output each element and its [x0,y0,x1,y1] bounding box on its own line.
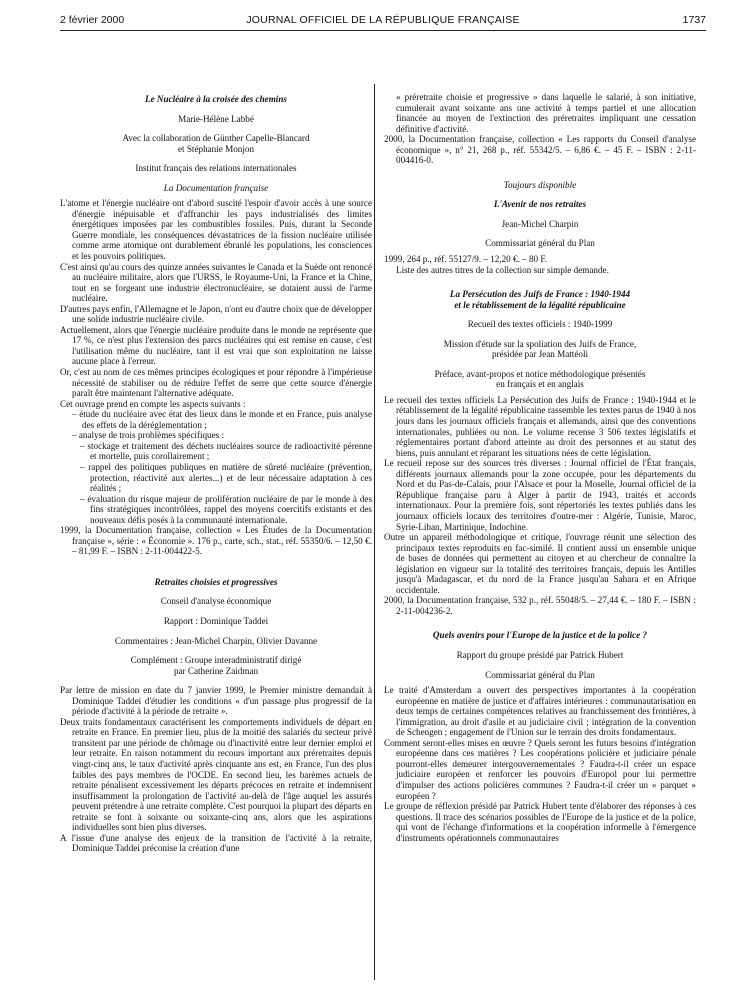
paragraph: Comment seront-elles mises en œuvre ? Quels seront les futurs besoins d'intégration européenne dans ces matières ? Les coopérations policière et judiciaire pénale pourront-elles demeurer intergouvernementales ? Faudra-t-il créer un espace judiciaire européen et renforcer les pouvoirs d'Europol pour lui permettre d'impulser des actions policières communes ? Faudra-t-il créer un « parquet » européen ? [384,737,696,801]
book-reference: 2000, la Documentation française, 532 p., réf. 55048/5. – 27,44 €. – 180 F. – ISBN : 2-11-004236-2. [384,595,696,616]
journal-title: JOURNAL OFFICIEL DE LA RÉPUBLIQUE FRANÇAISE [246,14,520,26]
book-report: Rapport du groupe présidé par Patrick Hubert [456,649,624,660]
book-title: L'Avenir de nos retraites [493,199,587,210]
paragraph: D'autres pays enfin, l'Allemagne et le Japon, n'ont eu d'autre choix que de développer une solide industrie nucléaire civile. [60,303,372,325]
paragraph: Outre un appareil méthodologique et critique, l'ouvrage réunit une sélection des principaux textes reproduits en fac-similé. Il contient aussi un ensemble unique de bases de données qui permettent au citoyen et au chercheur de connaître la législation en vigueur sur la totalité des territoires français, depuis les Antilles jusqu'à Madagascar, et du nord de la France jusqu'au Sahara et en Afrique occidentale. [384,532,696,595]
book-collection: Recueil des textes officiels : 1940-1999 [467,319,613,330]
paragraph: Le recueil repose sur des sources très diverses : Journal officiel de l'État français, différents journaux allemands pour la zone occupée, pour les départements du Nord et du Pas-de-Calais, pour l'Alsace et pour la Moselle, Journal officiel de la République française paru à Alger à partir de 1943, traités et accords internationaux. Pour la première fois, sont répertoriés les textes publiés dans les journaux officiels locaux des territoires d'outre-mer : Algérie, Tunisie, Maroc, Syrie-Liban, Martinique, Indochine. [384,458,696,532]
book-author: Marie-Hélène Labbé [178,113,254,124]
book-role: Commissariat général du Plan [485,669,595,680]
book-reference: 1999, 264 p., réf. 55127/9. – 12,20 €. – 80 F. [384,254,548,265]
book-reference: 1999, la Documentation française, collection « Les Études de la Documentation française », série : « Économie ». 176 p., carte, sch., stat., réf. 55350/6. – 12,50 €. – 81,99 F. – ISBN : 2-11-004422-5. [60,525,372,557]
header-rule [60,30,706,31]
paragraph: Le recueil des textes officiels La Persécution des Juifs de France : 1940-1944 et le rétablissement de la légalité républicaine rassemble les textes parus de 1940 à nos jours dans les journaux officiels français et allemands, ainsi que des conventions internationales, publiées ou non. Le volume recense 3 506 textes législatifs et réglementaires portant d'abord atteinte au droit des personnes et au statut des biens, puis annulant et réparant les situations nées de cette législation. [384,394,696,458]
paragraph: Le traité d'Amsterdam a ouvert des perspectives importantes à la coopération européenne en matière de justice et d'affaires intérieures : communautarisation en deux temps de certaines compétences relatives au franchissement des frontières, à l'immigration, au droit d'asile et au judiciaire civil ; intégration de la convention de Schengen ; engagement de l'Union sur le terrain des droits fondamentaux. [384,685,696,738]
paragraph: Par lettre de mission en date du 7 janvier 1999, le Premier ministre demandait à Dominique Taddei d'étudier les conditions « d'un passage plus progressif de la période d'activité à la période de retraite ». [60,685,372,717]
right-column [384,92,696,843]
book-title: Quels avenirs pour l'Europe de la justice et de la police ? [432,630,648,641]
book-collaboration-2: et Stéphanie Monjon [177,143,255,154]
book-title: La Persécution des Juifs de France : 1940-1944 [449,289,631,300]
book-report: Rapport : Dominique Taddei [163,615,269,626]
list-item: – étude du nucléaire avec état des lieux dans le monde et en France, puis analyse des effets de la déréglementation ; [72,409,372,430]
header-date: 2 février 2000 [60,14,125,26]
paragraph: Le groupe de réflexion présidé par Patrick Hubert tente d'élaborer des réponses à ces questions. Il trace des scénarios possibles de l'Europe de la justice et de la police, qui vont de l'échange d'informations et la coopération informelle à l'émergence d'instruments opérationnels communautaires [384,801,696,843]
book-title: Le Nucléaire à la croisée des chemins [145,94,287,104]
collection-note: Liste des autres titres de la collection sur simple demande. [396,264,609,275]
list-item: – rappel des politiques publiques en matière de sûreté nucléaire (prévention, protection, réactivité aux alertes...) et de leur nécessaire adaptation à ces réalités ; [80,461,372,494]
book-publisher: La Documentation française [163,182,269,193]
paragraph: « préretraite choisie et progressive » dans laquelle le salarié, à son initiative, cumulerait avant soixante ans une activité à temps partiel et une allocation financée au moyen de l'extinction des préretraites impliquant une cessation définitive d'activité. [396,92,696,134]
book-preface-2: en français et en anglais [496,379,584,390]
paragraph: Cet ouvrage prend en compte les aspects suivants : [60,398,246,409]
page-number: 1737 [682,14,706,26]
list-item: – stockage et traitement des déchets nucléaires source de radioactivité pérenne et mortelle, puis corollairement ; [80,440,372,462]
paragraph: Deux traits fondamentaux caractérisent les comportements individuels de départ en retraite en France. En premier lieu, plus de la moitié des salariés du secteur privé transitent par une période de chômage ou d'inactivité entre leur dernier emploi et leur retraite. En raison notamment du recours important aux préretraites depuis vingt-cinq ans, le taux d'activité après cinquante ans est, en France, l'un des plus faibles des pays membres de l'OCDE. En second lieu, les barèmes actuels de retraite pénalisent excessivement les départs précoces en retraite et indemnisent insuffisamment la prolongation de l'activité au-delà de l'âge auquel les assurés peuvent prétendre à une retraite complète. C'est pourquoi la plupart des départs en retraite se font à soixante ou soixante-cinq ans, alors que les aspirations individuelles sont bien plus diverses. [60,716,372,833]
book-complement-2: par Catherine Zaidman [173,665,259,676]
paragraph: A l'issue d'une analyse des enjeux de la transition de l'activité à la retraite, Dominique Taddei préconise la création d'une [60,832,372,854]
availability-note: Toujours disponible [503,179,577,190]
book-mission: Mission d'étude sur la spoliation des Juifs de France, [443,338,637,349]
book-preface: Préface, avant-propos et notice méthodologique présentés [434,368,646,379]
list-item: – évaluation du risque majeur de prolifération nucléaire de par le monde à des fins stratégiques incontrôlées, rappel des moyens coercitifs existants et des nouveaux défis posés à la communauté internationale. [80,493,372,525]
book-title: Retraites choisies et progressives [154,576,278,587]
left-column [60,94,372,854]
book-author: Jean-Michel Charpin [501,218,579,229]
column-divider [374,84,375,980]
paragraph: L'atome et l'énergie nucléaire ont d'abord suscité l'espoir d'avoir accès à une source d'énergie inépuisable et d'affranchir les pays industrialisés des limites énergétiques imposées par les combustibles fossiles. Puis, durant la Seconde Guerre mondiale, les conséquences dévastatrices de la fission nucléaire utilisée comme arme atomique ont durablement ébranlé les populations, les consciences et les pouvoirs politiques. [60,198,372,262]
book-comments: Commentaires : Jean-Michel Charpin, Olivier Davanne [114,635,318,646]
paragraph: Actuellement, alors que l'énergie nucléaire produite dans le monde ne représente que 17 %, ce n'est plus l'extension des parcs nucléaires qui est remise en cause, c'est l'utilisation même du nucléaire, tant il est vrai que son exploitation ne laisse aucune place à l'erreur. [60,324,372,367]
paragraph: Or, c'est au nom de ces mêmes principes écologiques et pour répondre à l'impérieuse nécessité de stabiliser ou de réduire l'effet de serre que cette source d'énergie paraît être maintenant l'alternative adéquate. [60,367,372,399]
book-council: Conseil d'analyse économique [160,596,272,607]
paragraph: C'est ainsi qu'au cours des quinze années suivantes le Canada et la Suède ont renoncé au nucléaire militaire, alors que l'URSS, le Royaume-Uni, la France et la Chine, tout en se forgeant une industrie électronucléaire, se dotaient aussi de l'arme nucléaire. [60,261,372,304]
book-collaboration: Avec la collaboration de Günther Capelle-Blancard [122,133,310,144]
page-header [60,14,706,30]
book-mission-2: présidée par Jean Mattéoli [491,349,589,360]
book-reference: 2000, la Documentation française, collection « Les rapports du Conseil d'analyse économique », n° 21, 268 p., réf. 55342/5. – 6,86 €. – 45 F. – ISBN : 2-11-004416-0. [384,134,696,166]
book-complement: Complément : Groupe interadministratif dirigé [130,655,302,666]
book-title-2: et le rétablissement de la légalité républicaine [454,299,626,310]
book-role: Commissariat général du Plan [485,238,595,249]
book-institute: Institut français des relations internationales [135,163,297,174]
list-item: – analyse de trois problèmes spécifiques : [72,430,225,441]
